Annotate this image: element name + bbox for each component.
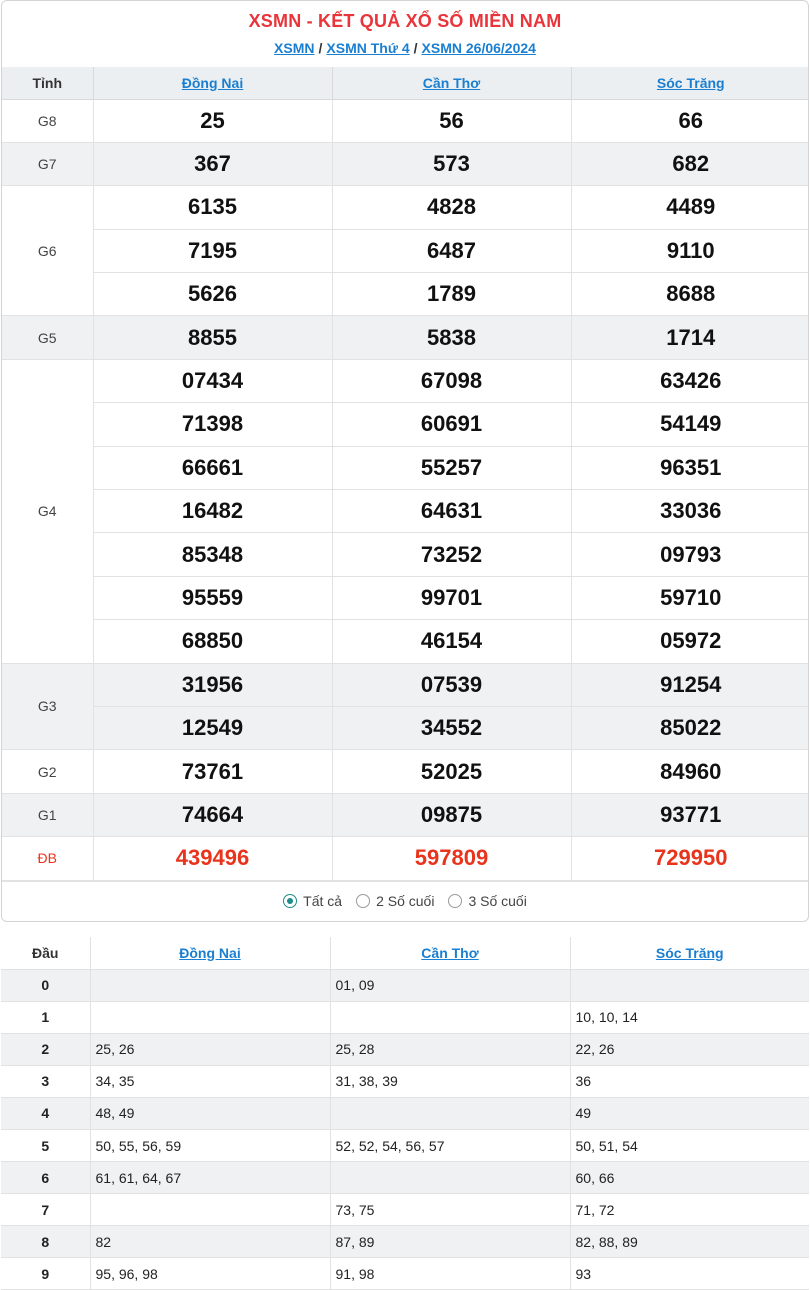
loto-row [1,1001,809,1033]
filter-option-3-digits[interactable] [448,893,526,909]
prize-label: G7 [2,142,93,185]
loto-row [1,1097,809,1129]
prize-number: 54149 [571,403,809,446]
loto-values: 82 [90,1226,330,1258]
prize-row-g2 [2,750,809,793]
loto-values: 34, 35 [90,1065,330,1097]
loto-values: 73, 75 [330,1194,570,1226]
prize-number: 74664 [93,793,332,836]
loto-header-row [1,937,809,969]
prize-number: 1789 [332,273,571,316]
prize-number: 07434 [93,359,332,402]
prize-number: 09875 [332,793,571,836]
prize-row-g1 [2,793,809,836]
prize-label: G1 [2,793,93,836]
loto-values: 60, 66 [570,1162,809,1194]
loto-head-digit: 8 [1,1226,90,1258]
loto-values [330,1162,570,1194]
loto-values: 82, 88, 89 [570,1226,809,1258]
prize-row-g6 [2,186,809,229]
radio-selected-icon[interactable] [283,894,297,908]
breadcrumb-separator: / [413,40,418,56]
prize-number: 91254 [571,663,809,706]
breadcrumb-link-xsmn-date[interactable]: XSMN 26/06/2024 [421,40,536,56]
prize-number: 682 [571,142,809,185]
prize-number: 12549 [93,706,332,749]
prize-number: 95559 [93,576,332,619]
prize-number: 96351 [571,446,809,489]
prize-number: 84960 [571,750,809,793]
prize-number: 67098 [332,359,571,402]
prize-number: 56 [332,99,571,142]
special-prize-number: 439496 [93,837,332,880]
loto-values: 31, 38, 39 [330,1065,570,1097]
prize-number: 99701 [332,576,571,619]
prize-number: 09793 [571,533,809,576]
result-header [2,1,808,67]
loto-head-digit: 5 [1,1129,90,1161]
prize-number: 46154 [332,620,571,663]
prize-number: 7195 [93,229,332,272]
prize-row-g4 [2,490,809,533]
breadcrumb [2,40,808,56]
loto-values: 48, 49 [90,1097,330,1129]
column-header-can-tho [332,67,571,99]
prize-label: G2 [2,750,93,793]
prize-row-g5 [2,316,809,359]
filter-option-2-digits[interactable] [356,893,434,909]
prize-number: 68850 [93,620,332,663]
prize-row-g8 [2,99,809,142]
loto-values [90,1194,330,1226]
special-prize-number: 729950 [571,837,809,880]
loto-head-digit: 0 [1,969,90,1001]
loto-values: 71, 72 [570,1194,809,1226]
prize-label: G5 [2,316,93,359]
column-header-soc-trang [571,67,809,99]
prize-number: 1714 [571,316,809,359]
prize-number: 59710 [571,576,809,619]
prize-number: 8688 [571,273,809,316]
prize-number: 73761 [93,750,332,793]
loto-values: 22, 26 [570,1033,809,1065]
filter-option-label: 2 Số cuối [376,893,435,910]
prize-number: 66661 [93,446,332,489]
loto-values: 93 [570,1258,809,1290]
loto-values: 49 [570,1097,809,1129]
loto-values [570,969,809,1001]
loto-values: 36 [570,1065,809,1097]
loto-head-digit: 2 [1,1033,90,1065]
prize-row-g4 [2,576,809,619]
prize-number: 25 [93,99,332,142]
prize-number: 52025 [332,750,571,793]
prize-row-g4 [2,620,809,663]
radio-icon[interactable] [356,894,370,908]
loto-values [90,969,330,1001]
prize-number: 367 [93,142,332,185]
prize-number: 05972 [571,620,809,663]
prize-number: 4828 [332,186,571,229]
prize-number: 34552 [332,706,571,749]
prize-label: G6 [2,186,93,316]
loto-values: 25, 26 [90,1033,330,1065]
prize-number: 71398 [93,403,332,446]
loto-head-digit: 4 [1,1097,90,1129]
prize-number: 6487 [332,229,571,272]
breadcrumb-separator: / [318,40,323,56]
breadcrumb-link-xsmn[interactable]: XSMN [274,40,315,56]
loto-values: 87, 89 [330,1226,570,1258]
prize-row-g4 [2,533,809,576]
loto-head-digit: 6 [1,1162,90,1194]
loto-row [1,1194,809,1226]
loto-values [330,1001,570,1033]
loto-values: 50, 55, 56, 59 [90,1129,330,1161]
prize-row-g4 [2,446,809,489]
prize-number: 55257 [332,446,571,489]
prize-number: 33036 [571,490,809,533]
loto-row [1,1258,809,1290]
prize-number: 63426 [571,359,809,402]
column-header-province-label: Tỉnh [2,67,93,99]
prize-row-special [2,837,809,880]
radio-icon[interactable] [448,894,462,908]
prize-number: 6135 [93,186,332,229]
loto-row [1,969,809,1001]
loto-values: 50, 51, 54 [570,1129,809,1161]
province-link-soc-trang[interactable]: Sóc Trăng [656,74,725,91]
prize-number: 31956 [93,663,332,706]
loto-row [1,1226,809,1258]
loto-values [90,1001,330,1033]
filter-option-label: 3 Số cuối [468,893,527,910]
filter-option-all[interactable] [283,893,342,909]
results-table [2,67,809,881]
province-link-dong-nai[interactable]: Đồng Nai [181,74,244,91]
prize-number: 9110 [571,229,809,272]
filter-option-label: Tất cả [303,893,343,910]
breadcrumb-link-xsmn-thu4[interactable]: XSMN Thứ 4 [326,40,410,56]
column-header-head: Đầu [1,937,90,969]
prize-row-g4 [2,403,809,446]
prize-number: 64631 [332,490,571,533]
province-link-soc-trang[interactable]: Sóc Trăng [655,944,724,961]
prize-number: 8855 [93,316,332,359]
loto-row [1,1033,809,1065]
prize-number: 93771 [571,793,809,836]
prize-row-g3 [2,706,809,749]
province-link-can-tho[interactable]: Cần Thơ [422,74,481,91]
prize-number: 16482 [93,490,332,533]
lottery-result-card [1,0,809,922]
prize-number: 4489 [571,186,809,229]
prize-number: 60691 [332,403,571,446]
prize-row-g3 [2,663,809,706]
loto-head-digit: 1 [1,1001,90,1033]
prize-label: G8 [2,99,93,142]
prize-row-g6 [2,273,809,316]
loto-values: 10, 10, 14 [570,1001,809,1033]
loto-values: 61, 61, 64, 67 [90,1162,330,1194]
prize-row-g7 [2,142,809,185]
prize-number: 5626 [93,273,332,316]
special-prize-label: ĐB [2,837,93,880]
column-header-dong-nai [90,937,330,969]
loto-row [1,1162,809,1194]
loto-values: 52, 52, 54, 56, 57 [330,1129,570,1161]
loto-values: 25, 28 [330,1033,570,1065]
loto-values: 01, 09 [330,969,570,1001]
loto-values: 91, 98 [330,1258,570,1290]
results-header-row [2,67,809,99]
prize-number: 66 [571,99,809,142]
prize-number: 73252 [332,533,571,576]
province-link-can-tho[interactable]: Cần Thơ [421,944,479,961]
prize-row-g6 [2,229,809,272]
prize-number: 573 [332,142,571,185]
loto-head-digit: 3 [1,1065,90,1097]
prize-row-g4 [2,359,809,402]
loto-row [1,1129,809,1161]
page-title: XSMN - KẾT QUẢ XỔ SỐ MIỀN NAM [248,11,562,31]
prize-number: 07539 [332,663,571,706]
loto-head-table [1,937,809,1290]
loto-head-digit: 7 [1,1194,90,1226]
loto-values [330,1097,570,1129]
loto-head-digit: 9 [1,1258,90,1290]
prize-number: 85348 [93,533,332,576]
loto-row [1,1065,809,1097]
loto-values: 95, 96, 98 [90,1258,330,1290]
prize-number: 5838 [332,316,571,359]
prize-label: G4 [2,359,93,663]
digit-filter [2,881,808,921]
column-header-dong-nai [93,67,332,99]
column-header-can-tho [330,937,570,969]
province-link-dong-nai[interactable]: Đồng Nai [179,944,241,961]
column-header-soc-trang [570,937,809,969]
prize-label: G3 [2,663,93,750]
prize-number: 85022 [571,706,809,749]
special-prize-number: 597809 [332,837,571,880]
